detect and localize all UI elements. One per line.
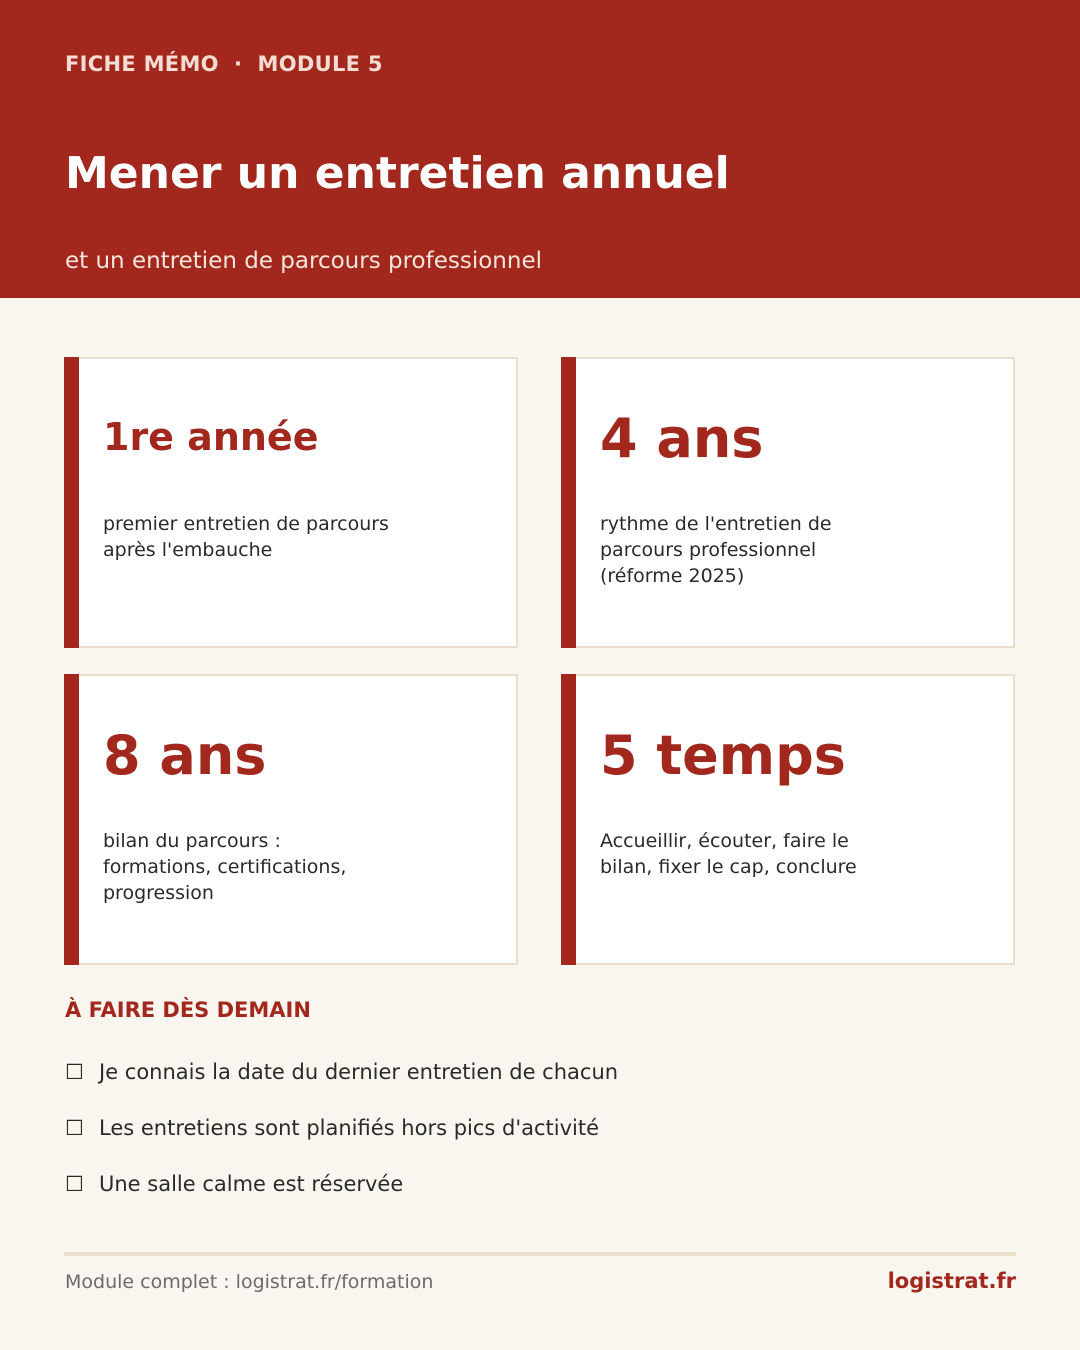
todo-item-label: Une salle calme est réservée [99,1172,404,1196]
footer-brand[interactable]: logistrat.fr [887,1269,1016,1293]
stat-card-eight-years [64,674,518,965]
page-title: Mener un entretien annuel [65,148,730,199]
todo-item-label: Je connais la date du dernier entretien de chacun [99,1060,619,1084]
footer-module-link[interactable]: Module complet : logistrat.fr/formation [65,1271,434,1293]
todo-item[interactable] [65,1116,599,1140]
stat-value: 1re année [103,415,319,459]
checkbox-icon[interactable]: ☐ [65,1172,84,1196]
header-banner [0,0,1080,298]
footer-divider [64,1252,1016,1256]
stat-description: premier entretien de parcours après l'embauche [103,513,389,561]
stat-value: 5 temps [600,724,846,787]
todo-item[interactable] [65,1060,618,1084]
checkbox-icon[interactable]: ☐ [65,1060,84,1084]
stat-description: Accueillir, écouter, faire le bilan, fixer le cap, conclure [600,830,857,878]
stat-card-five-steps [561,674,1015,965]
todo-item-label: Les entretiens sont planifiés hors pics d'activité [99,1116,600,1140]
stat-description: bilan du parcours : formations, certifications, progression [103,830,347,904]
todo-item[interactable] [65,1172,403,1196]
stat-card-first-year [64,357,518,648]
stat-value: 8 ans [103,724,267,787]
stat-value: 4 ans [600,407,764,470]
stat-description: rythme de l'entretien de parcours professionnel (réforme 2025) [600,513,832,587]
checkbox-icon[interactable]: ☐ [65,1116,84,1140]
page-subtitle: et un entretien de parcours professionnel [65,248,542,274]
stat-card-four-years [561,357,1015,648]
todo-heading: À FAIRE DÈS DEMAIN [65,998,311,1022]
module-eyebrow: FICHE MÉMO · MODULE 5 [65,52,383,76]
